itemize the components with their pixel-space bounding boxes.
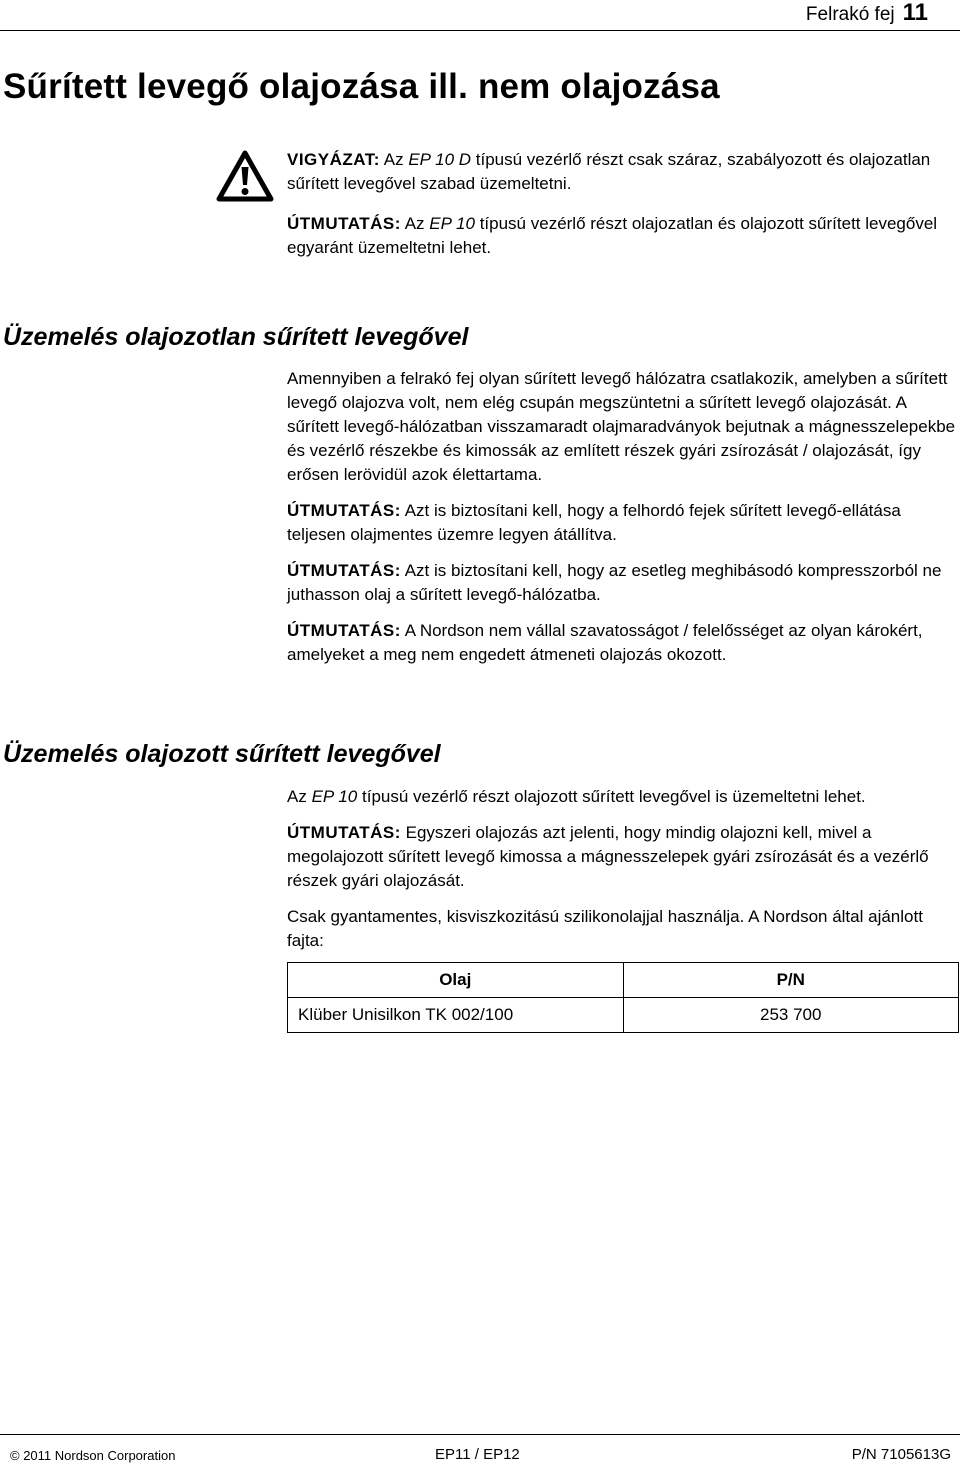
caution-paragraph (287, 148, 959, 196)
note-label: ÚTMUTATÁS: (287, 214, 401, 233)
section1-body (287, 367, 959, 679)
page-number: 11 (902, 0, 928, 26)
section1-note-3 (287, 619, 959, 667)
note-label: ÚTMUTATÁS: (287, 621, 401, 640)
footer-copyright: © 2011 Nordson Corporation (10, 1448, 176, 1463)
intro-text: típusú vezérlő részt olajozott sűrített levegővel is üzemeltetni lehet. (362, 787, 866, 806)
section2-intro (287, 785, 959, 809)
section2-heading: Üzemelés olajozott sűrített levegővel (3, 740, 441, 768)
note-paragraph (287, 212, 959, 260)
header-section-title: Felrakó fej (805, 4, 895, 25)
note-text: Azt is biztosítani kell, hogy az esetleg meghibásodó kompresszorból ne juthasson olaj a sűrített levegő-hálózatba. (287, 561, 942, 604)
oil-table (287, 962, 959, 1033)
caution-model: EP 10 D (408, 150, 472, 169)
caution-label: VIGYÁZAT: (287, 150, 380, 169)
caution-pre: Az (383, 150, 404, 169)
note-text: Azt is biztosítani kell, hogy a felhordó fejek sűrített levegő-ellátása teljesen olajmentes üzemre legyen átállítva. (287, 501, 901, 544)
section2-note (287, 821, 959, 893)
section2-oil-text: Csak gyantamentes, kisviszkozitású szilikonolajjal használja. A Nordson által ajánlott fajta: (287, 907, 923, 950)
note-label: ÚTMUTATÁS: (287, 501, 401, 520)
table-row (288, 998, 959, 1033)
footer-part-number: P/N 7105613G (851, 1446, 951, 1463)
note-text: típusú vezérlő részt olajozatlan és olajozott sűrített levegővel egyaránt üzemeltetni lehet. (287, 214, 938, 257)
section1-heading: Üzemelés olajozotlan sűrített levegővel (3, 323, 469, 351)
note-model: EP 10 (429, 214, 475, 233)
section1-note-2 (287, 559, 959, 607)
caution-text: típusú vezérlő részt csak száraz, szabályozott és olajozatlan sűrített levegővel szabad üzemeltetni. (287, 150, 931, 193)
table-header-oil: Olaj (288, 963, 624, 998)
page-header (806, 0, 928, 28)
note-pre: Az (404, 214, 425, 233)
table-header-row (288, 963, 959, 998)
intro-pre: Az (287, 787, 307, 806)
section1-note-1 (287, 499, 959, 547)
note-text: Egyszeri olajozás azt jelenti, hogy mindig olajozni kell, mivel a megolajozott sűrített levegő kimossa a mágnesszelepek gyári zsírozását és a vezérlő részek gyári olajozását. (287, 823, 929, 890)
warning-block (287, 148, 959, 272)
exclamation-triangle-icon (216, 150, 274, 202)
section1-paragraph: Amennyiben a felrakó fej olyan sűrített levegő hálózatra csatlakozik, amelyben a sűrített levegő olajozva volt, nem elég csupán megszüntetni a sűrített levegő olajozását. A sűrített levegő-hálózatban visszamaradt olajmaradványok bejutnak a mágnesszelepekbe és vezérlő részekbe és kimossák az említett részek gyári zsírozását / olajozását, így erősen lerövidül azok élettartama. (287, 369, 956, 484)
section2-body (287, 785, 959, 965)
table-cell-oil: Klüber Unisilkon TK 002/100 (288, 998, 624, 1033)
footer-rule (0, 1434, 960, 1435)
note-label: ÚTMUTATÁS: (287, 561, 401, 580)
note-text: A Nordson nem vállal szavatosságot / felelősséget az olyan károkért, amelyeket a meg nem engedett átmeneti olajozás okozott. (287, 621, 923, 664)
footer-model: EP11 / EP12 (435, 1446, 520, 1463)
page-title: Sűrített levegő olajozása ill. nem olajozása (3, 67, 720, 106)
header-rule (0, 30, 960, 31)
table-header-pn: P/N (623, 963, 959, 998)
note-label: ÚTMUTATÁS: (287, 823, 401, 842)
intro-model: EP 10 (311, 787, 358, 806)
table-cell-pn: 253 700 (623, 998, 959, 1033)
